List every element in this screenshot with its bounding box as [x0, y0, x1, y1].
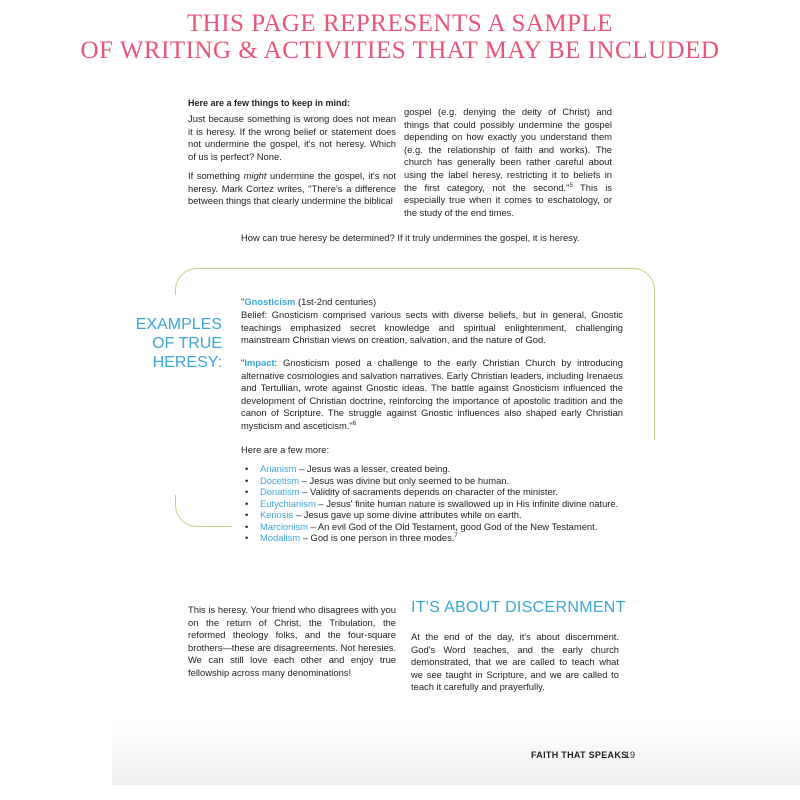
- discernment-heading: IT'S ABOUT DISCERNMENT: [411, 599, 626, 616]
- heresy-list: [245, 463, 618, 544]
- footnote-ref-5: 5: [569, 182, 573, 189]
- page-bottom-shadow: [112, 725, 800, 785]
- heresy-term: Modalism: [260, 532, 301, 543]
- heresy-list-item: [245, 475, 618, 487]
- heresy-list-item: [245, 509, 618, 521]
- heresy-term: Donatism: [260, 486, 300, 497]
- heresy-list-item: [245, 498, 618, 510]
- heresy-term: Arianism: [260, 463, 297, 474]
- impact-text: : Gnosticism posed a challenge to the early Christian Church by introducing alternative cosmologies and salvation narratives. Early Christian leaders, including Irenaeus and Tertullian, wrote against Gnostic ideas. The battle against Gnosticism influenced the development of Christian doctrine, reinforcing the importance of apostolic tradition and the canon of Scripture. The struggle against Gnostic influences also shaped early Christian mysticism and asceticism.": [241, 357, 623, 431]
- heresy-question: How can true heresy be determined? If it truly undermines the gospel, it is heresy.: [241, 232, 580, 243]
- footnote-ref-6: 6: [352, 420, 357, 427]
- heresy-term: Marcionism: [260, 520, 308, 532]
- intro-left-paragraph-1: Just because something is wrong does not mean it is heresy. If the wrong belief or statement does not undermine the gospel, it's not heresy. Which of us is perfect? None.: [188, 113, 396, 162]
- intro-right-text-end: This is especially true when it comes to eschatology, or the study of the end times.: [404, 181, 612, 218]
- gnosticism-dates: (1st-2nd centuries): [295, 296, 377, 307]
- gnosticism-belief: Belief: Gnosticism comprised various sects with diverse beliefs, but in general, Gnostic teachings emphasized secret knowledge and spiritual enlightenment, challenging mainstream Christian views on creation, salvation, and the nature of God.: [241, 309, 623, 346]
- heresy-list-item: [245, 532, 618, 544]
- gnosticism-term: Gnosticism: [244, 296, 296, 307]
- closing-paragraph: This is heresy. Your friend who disagrees with you on the return of Christ, the Tribulation, the reformed theology folks, and the four-square brothers—these are disagreements. Not heresies. We can still love each other and enjoy true fellowship across many denominations!: [188, 604, 396, 678]
- heresy-desc: – Validity of sacraments depends on character of the minister.: [299, 486, 558, 497]
- examples-side-heading: [136, 315, 222, 372]
- impact-open-quote: ": [241, 357, 245, 368]
- footer-book-title: FAITH THAT SPEAKS: [531, 750, 628, 760]
- heresy-desc: – God is one person in three modes.: [300, 532, 455, 543]
- heresy-list-item: [245, 521, 618, 533]
- heresy-desc: – Jesus' finite human nature is swallowed up in His infinite divine nature.: [315, 497, 619, 509]
- impact-term: Impact: [244, 357, 275, 368]
- side-heading-line-1: EXAMPLES: [135, 316, 222, 333]
- sample-banner-line-1: THIS PAGE REPRESENTS A SAMPLE: [186, 10, 614, 37]
- more-examples-heading: Here are a few more:: [241, 444, 330, 455]
- intro-left-p2-end: undermine the gospel, it's not heresy. Mark Cortez writes, "There's a difference between things that clearly undermine the biblical: [188, 170, 396, 207]
- discernment-paragraph: At the end of the day, it's about discernment. God's Word teaches, and the early church demonstrated, that we are called to teach what we see taught in Scripture, and we are called to teach it carefully and prayerfully.: [411, 631, 619, 693]
- heresy-term: Eutychianism: [260, 497, 316, 509]
- heresy-desc: – Jesus was divine but only seemed to be human.: [299, 474, 510, 486]
- intro-right-paragraph: [404, 106, 612, 219]
- footnote-ref-7: 7: [454, 532, 458, 539]
- side-heading-line-2: OF TRUE: [152, 335, 222, 352]
- heresy-term: Docetism: [260, 474, 300, 486]
- heresy-desc: – An evil God of the Old Testament, good God of the New Testament.: [307, 520, 598, 532]
- gnosticism-open-quote: ": [241, 296, 245, 307]
- intro-left-p2-start: If something: [188, 170, 244, 181]
- heresy-term: Kenosis: [260, 509, 294, 520]
- heresy-list-item: [245, 486, 618, 498]
- intro-right-text: gospel (e.g. denying the deity of Christ) and things that could possibly undermine the gospel depending on how exactly you understand them (e.g. the relationship of faith and works). The church has generally been rather careful about using the label heresy, restricting it to beliefs in the first category, not the second.": [404, 106, 612, 193]
- intro-left-p2-emphasis: might: [243, 170, 267, 181]
- intro-left-paragraph-2: [188, 170, 396, 208]
- intro-heading: Here are a few things to keep in mind:: [188, 98, 351, 108]
- sample-banner-line-2: OF WRITING & ACTIVITIES THAT MAY BE INCLUDED: [80, 37, 720, 64]
- heresy-desc: – Jesus was a lesser, created being.: [296, 463, 451, 474]
- heresy-desc: – Jesus gave up some divine attributes while on earth.: [293, 509, 522, 520]
- gnosticism-impact: [241, 357, 623, 433]
- side-heading-line-3: HERESY:: [152, 354, 222, 371]
- gnosticism-title: [241, 296, 376, 309]
- heresy-list-item: [245, 463, 618, 475]
- footer-page-number: 19: [625, 750, 636, 760]
